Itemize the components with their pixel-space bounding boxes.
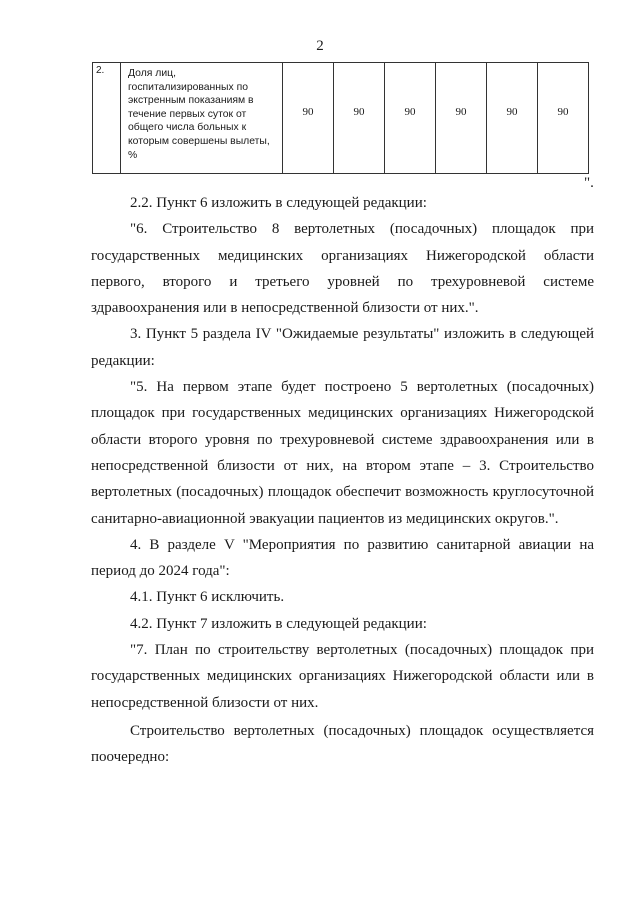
paragraph-point-5: "5. На первом этапе будет построено 5 вертолетных (посадочных) площадок при государственных медицинских организациях Нижегородской области второго уровня по трехуровневой системе здравоохранения или в непосредственной близости от них, на втором этапе – 3. Строительство вертолетных (посадочных) площадок обеспечит возможность круглосуточной санитарно-авиационной эвакуации пациентов из медицинских округов.".: [91, 379, 594, 527]
table-cell-value: 90: [334, 63, 385, 174]
row-number: 2.: [93, 63, 121, 174]
table-closing-quote: ".: [584, 175, 594, 191]
paragraph-construction: Строительство вертолетных (посадочных) площадок осуществляется поочередно:: [91, 722, 594, 766]
table-cell-value: 90: [436, 63, 487, 174]
table-cell-value: 90: [385, 63, 436, 174]
row-description: Доля лиц, госпитализированных по экстренным показаниям в течение первых суток от общего числа больных к которым совершены вылеты, %: [121, 63, 283, 174]
indicator-table: [92, 62, 589, 174]
paragraph-2-2: 2.2. Пункт 6 изложить в следующей редакции:: [130, 195, 427, 211]
paragraph-4: 4. В разделе V "Мероприятия по развитию санитарной авиации на период до 2024 года":: [91, 536, 594, 580]
body-text: [91, 190, 594, 771]
page-number: 2: [316, 38, 324, 54]
table-cell-value: 90: [487, 63, 538, 174]
paragraph-4-2: 4.2. Пункт 7 изложить в следующей редакции:: [130, 615, 427, 632]
paragraph-point-7: "7. План по строительству вертолетных (посадочных) площадок при государственных медицинских организациях Нижегородской области или в непосредственной близости от них.: [91, 642, 594, 711]
paragraph-4-1: 4.1. Пункт 6 исключить.: [130, 589, 285, 606]
paragraph-point-6: "6. Строительство 8 вертолетных (посадочных) площадок при государственных медицинских организациях Нижегородской области первого, второго и третьего уровней по трехуровневой системе здравоохранения или в непосредственной близости от них.".: [91, 221, 594, 317]
table-cell-value: 90: [538, 63, 589, 174]
table-cell-value: 90: [283, 63, 334, 174]
table-row: [93, 63, 589, 174]
paragraph-3: 3. Пункт 5 раздела IV "Ожидаемые результаты" изложить в следующей редакции:: [91, 326, 594, 369]
